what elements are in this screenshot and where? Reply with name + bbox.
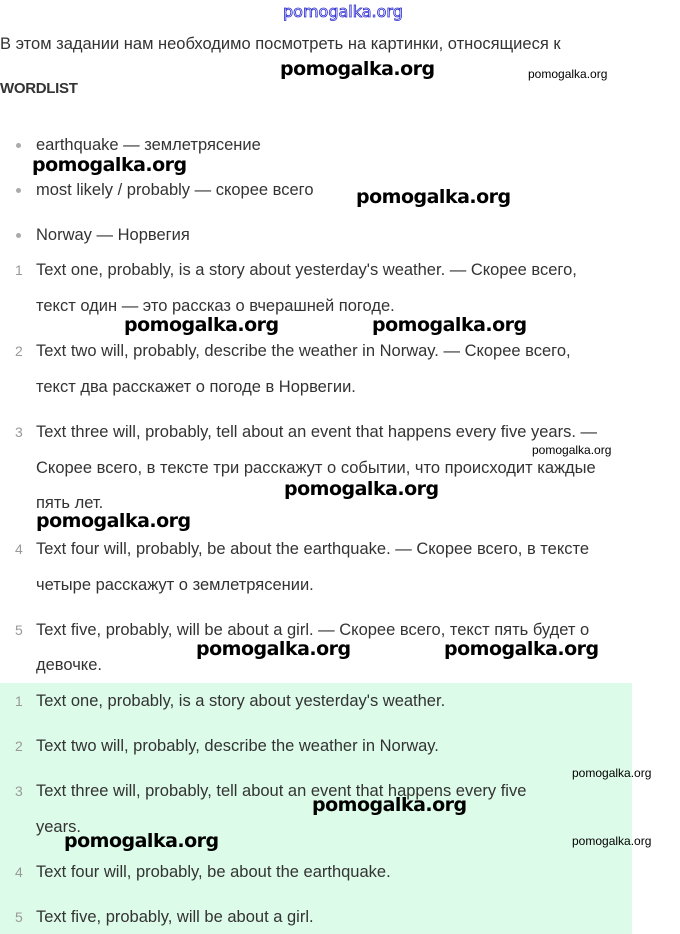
answer-line: years. bbox=[36, 818, 81, 836]
answer-line: Text one, probably, is a story about yesterday's weather. bbox=[36, 692, 446, 710]
translation-line: пять лет. bbox=[36, 494, 104, 512]
item-number: 5 bbox=[15, 622, 23, 638]
answer-number: 2 bbox=[15, 738, 23, 754]
watermark: pomogalka.org bbox=[444, 638, 599, 660]
translation-line: Text four will, probably, be about the earthquake. — Скорее всего, в тексте bbox=[36, 540, 590, 558]
watermark: pomogalka.org bbox=[284, 478, 439, 500]
translation-line: Text two will, probably, describe the weather in Norway. — Скорее всего, bbox=[36, 342, 571, 360]
wordlist-item: most likely / probably — скорее всего bbox=[36, 181, 314, 199]
watermark: pomogalka.org bbox=[356, 186, 511, 208]
bullet-icon bbox=[16, 188, 21, 193]
answer-number: 5 bbox=[15, 909, 23, 925]
watermark: pomogalka.org bbox=[124, 314, 279, 336]
answer-number: 1 bbox=[15, 693, 23, 709]
answer-line: Text four will, probably, be about the earthquake. bbox=[36, 863, 391, 881]
watermark: pomogalka.org bbox=[196, 638, 351, 660]
watermark-small: pomogalka.org bbox=[532, 443, 612, 457]
watermark: pomogalka.org bbox=[36, 510, 191, 532]
translation-line: Text five, probably, will be about a girl. — Скорее всего, текст пять будет о bbox=[36, 621, 590, 639]
wordlist-item: earthquake — землетрясение bbox=[36, 136, 261, 154]
wordlist-heading: WORDLIST bbox=[0, 80, 78, 97]
item-number: 1 bbox=[15, 262, 23, 278]
watermark: pomogalka.org bbox=[280, 58, 435, 80]
watermark: pomogalka.org bbox=[64, 830, 219, 852]
answer-line: Text five, probably, will be about a girl. bbox=[36, 908, 314, 926]
watermark: pomogalka.org bbox=[32, 154, 187, 176]
watermark: pomogalka.org bbox=[312, 794, 467, 816]
answer-line: Text three will, probably, tell about an event that happens every five bbox=[36, 782, 527, 800]
answer-line: Text two will, probably, describe the weather in Norway. bbox=[36, 737, 439, 755]
translation-line: девочке. bbox=[36, 656, 102, 674]
translation-line: Text three will, probably, tell about an event that happens every five years. — bbox=[36, 423, 597, 441]
translation-line: Text one, probably, is a story about yesterday's weather. — Скорее всего, bbox=[36, 261, 577, 279]
item-number: 4 bbox=[15, 541, 23, 557]
watermark-small: pomogalka.org bbox=[528, 67, 608, 81]
wordlist-item: Norway — Норвегия bbox=[36, 226, 190, 244]
intro-text: В этом задании нам необходимо посмотреть на картинки, относящиеся к bbox=[0, 35, 561, 53]
bullet-icon bbox=[16, 233, 21, 238]
translation-line: Скорее всего, в тексте три расскажут о событии, что происходит каждые bbox=[36, 459, 596, 477]
item-number: 2 bbox=[15, 343, 23, 359]
watermark-small: pomogalka.org bbox=[572, 766, 652, 780]
item-number: 3 bbox=[15, 424, 23, 440]
translation-line: четыре расскажут о землетрясении. bbox=[36, 576, 314, 594]
bullet-icon bbox=[16, 143, 21, 148]
watermark-small: pomogalka.org bbox=[572, 834, 652, 848]
translation-line: текст один — это рассказ о вчерашней погоде. bbox=[36, 297, 395, 315]
watermark-top: pomogalka.org bbox=[283, 2, 403, 21]
translation-line: текст два расскажет о погоде в Норвегии. bbox=[36, 378, 356, 396]
answer-number: 4 bbox=[15, 864, 23, 880]
watermark: pomogalka.org bbox=[372, 314, 527, 336]
answer-number: 3 bbox=[15, 783, 23, 799]
